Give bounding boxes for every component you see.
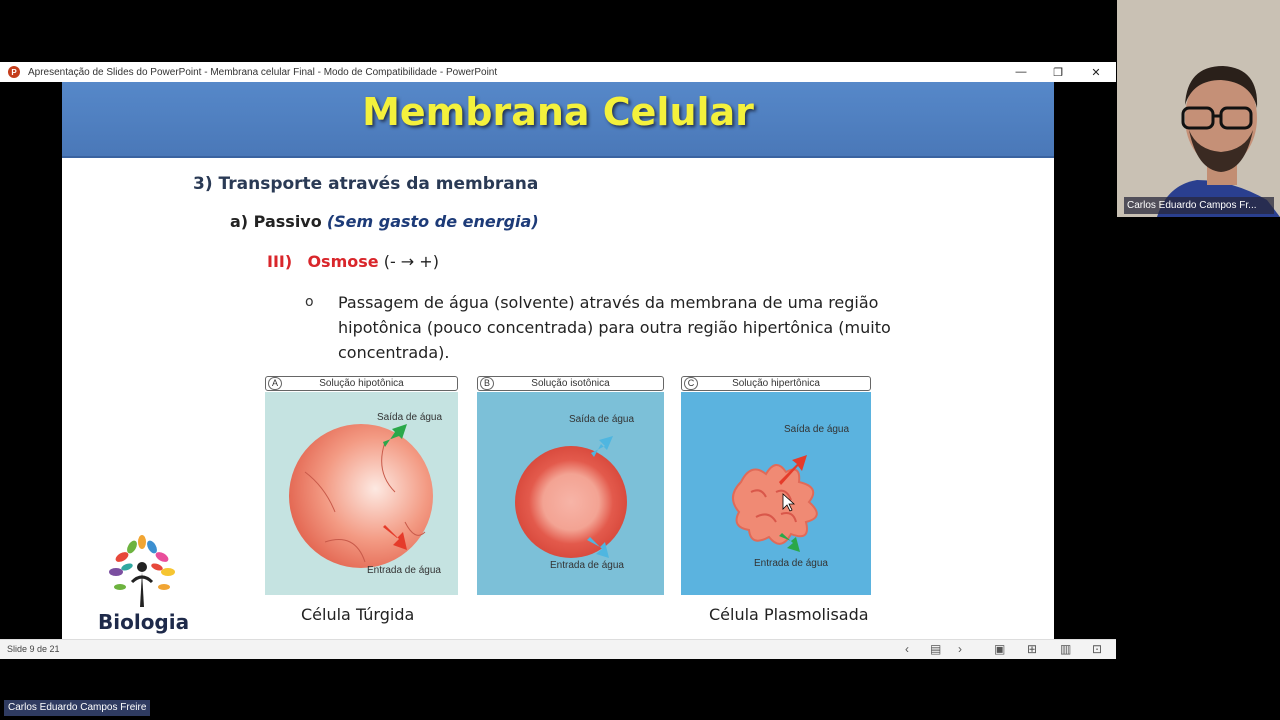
- bullet-marker: o: [305, 294, 314, 310]
- reading-view-icon[interactable]: ▥: [1060, 642, 1072, 656]
- slide-title: Membrana Celular: [362, 90, 754, 134]
- status-bar: [0, 639, 1116, 659]
- out-label: Saída de água: [377, 412, 443, 423]
- window-title: Apresentação de Slides do PowerPoint - Membrana celular Final - Modo de Compatibilidade - PowerPoint: [28, 66, 498, 78]
- panel-hypotonic: [265, 376, 458, 596]
- caption-turgid-cell: Célula Túrgida: [301, 605, 415, 624]
- subsection-note: (Sem gasto de energia): [326, 212, 539, 231]
- slide-area: [0, 82, 1116, 639]
- turgid-cell-illustration: [265, 392, 458, 595]
- item-name: Osmose: [307, 252, 379, 271]
- isotonic-cell-illustration: [477, 392, 664, 595]
- item-number: III): [267, 252, 293, 271]
- subsection-heading: [230, 212, 539, 231]
- title-bar[interactable]: [0, 62, 1116, 82]
- slide-banner: [62, 82, 1054, 158]
- bullet-text: Passagem de água (solvente) através da membrana de uma região hipotônica (pouco concentrada) para outra região hipertônica (muito concentrada).: [338, 293, 891, 362]
- item-direction: (- → +): [383, 252, 439, 271]
- slideshow-icon[interactable]: ⊡: [1092, 642, 1103, 656]
- webcam-feed: [1117, 0, 1280, 217]
- plasmolysed-cell-illustration: [681, 392, 871, 595]
- presenter-video: [1117, 0, 1280, 217]
- section-heading: 3) Transporte através da membrana: [193, 174, 539, 194]
- panel-letter: B: [480, 377, 494, 390]
- panel-letter: C: [684, 377, 698, 390]
- out-label: Saída de água: [569, 414, 635, 425]
- slide[interactable]: [62, 82, 1054, 639]
- panel-label-text: Solução isotônica: [531, 378, 610, 389]
- slide-counter: Slide 9 de 21: [7, 644, 60, 654]
- minimize-button[interactable]: —: [1015, 66, 1027, 78]
- panel-label-text: Solução hipertônica: [732, 378, 820, 389]
- panel-letter: A: [268, 377, 282, 390]
- logo-text: Biologia: [98, 610, 190, 634]
- caption-plasmolysed-cell: Célula Plasmolisada: [709, 605, 869, 624]
- participant-name-label: Carlos Eduardo Campos Freire: [4, 700, 150, 716]
- out-label: Saída de água: [784, 424, 850, 435]
- slides-menu-icon[interactable]: ▤: [930, 642, 942, 656]
- panel-isotonic: [477, 376, 664, 596]
- item-heading: [267, 252, 439, 271]
- panel-label: [477, 376, 664, 391]
- sorter-view-icon[interactable]: ⊞: [1027, 642, 1038, 656]
- subsection-label: a) Passivo: [230, 212, 322, 231]
- normal-view-icon[interactable]: ▣: [994, 642, 1006, 656]
- panel-hypertonic: [681, 376, 871, 596]
- in-label: Entrada de água: [754, 558, 828, 569]
- powerpoint-window: [0, 62, 1116, 659]
- panel-label-text: Solução hipotônica: [319, 378, 404, 389]
- powerpoint-icon: [8, 66, 20, 78]
- close-button[interactable]: ✕: [1091, 66, 1101, 79]
- panel-label: [681, 376, 871, 391]
- webcam-name-label: Carlos Eduardo Campos Fr...: [1124, 197, 1274, 214]
- in-label: Entrada de água: [367, 565, 441, 576]
- panel-label: [265, 376, 458, 391]
- next-icon[interactable]: ›: [958, 642, 962, 656]
- restore-button[interactable]: ❐: [1053, 66, 1063, 79]
- prev-icon[interactable]: ‹: [905, 642, 909, 656]
- in-label: Entrada de água: [550, 560, 624, 571]
- svg-text:P: P: [11, 68, 17, 77]
